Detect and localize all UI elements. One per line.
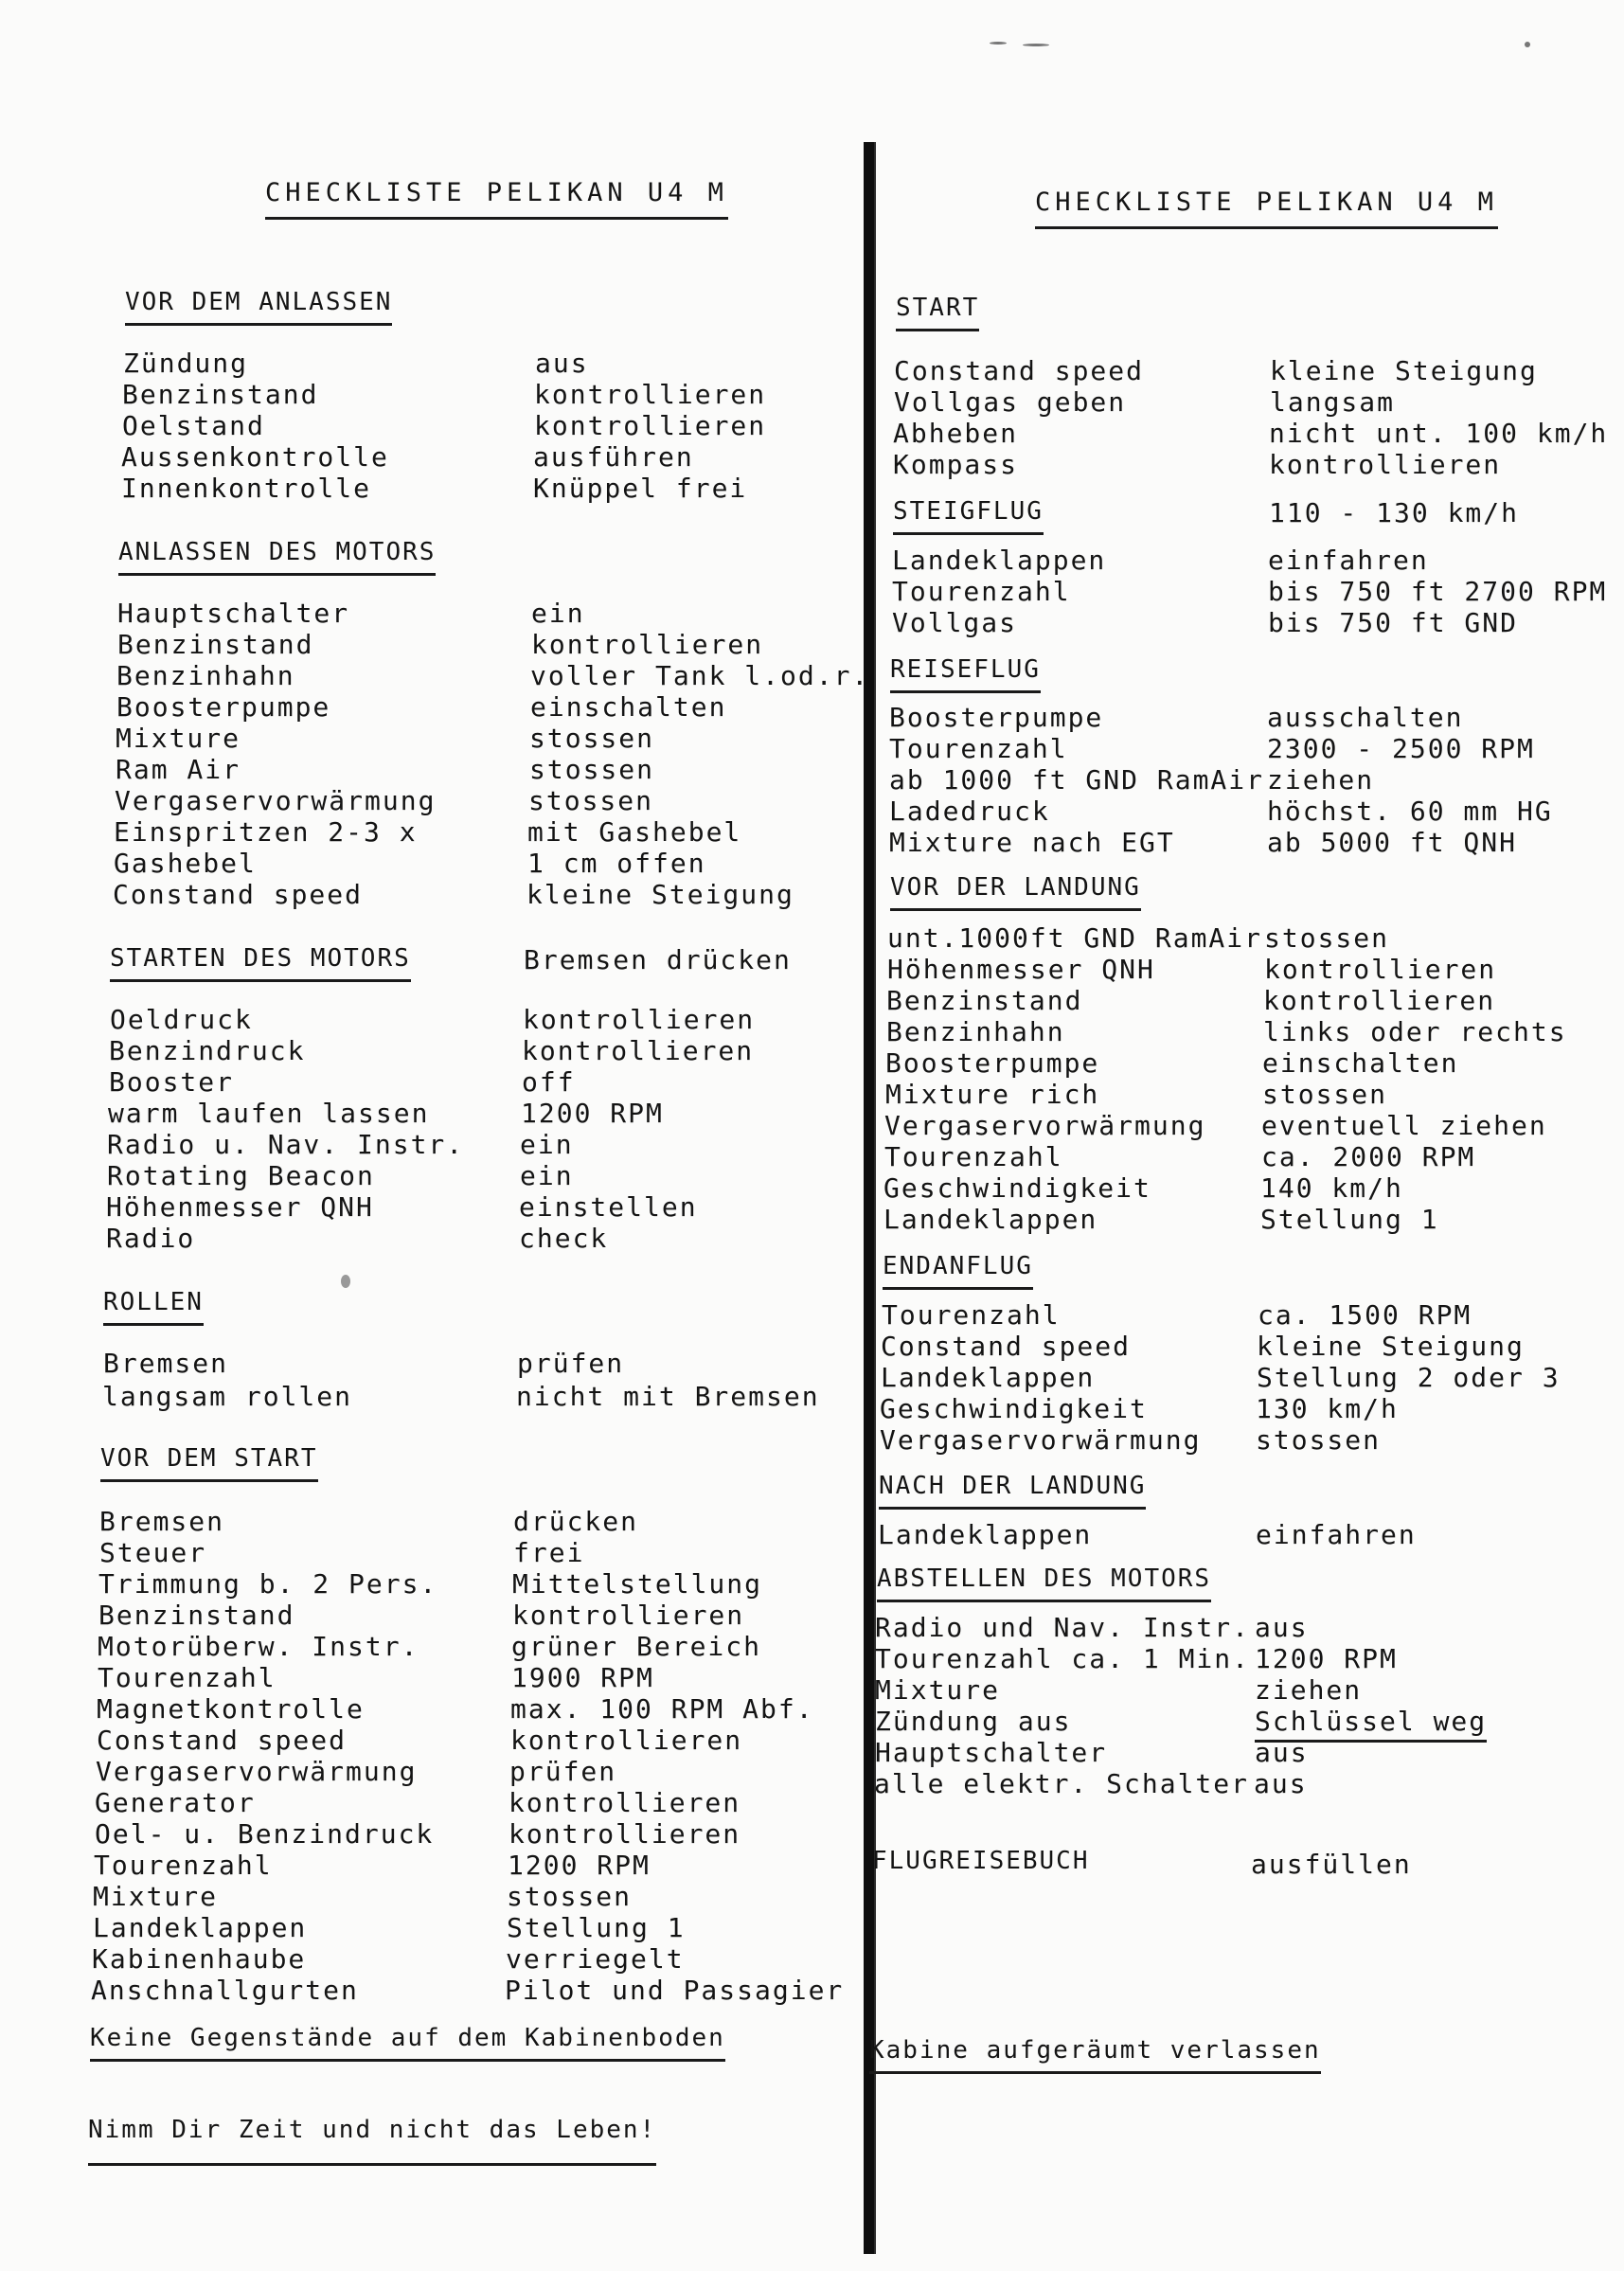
- section-heading: NACH DER LANDUNG: [879, 1472, 1146, 1510]
- item-value: 1200 RPM: [1255, 1643, 1398, 1674]
- item-label: Constand speed: [894, 355, 1145, 386]
- item-value: ziehen: [1255, 1674, 1363, 1706]
- item-value: einfahren: [1268, 545, 1429, 576]
- item-label: Vollgas geben: [894, 386, 1127, 418]
- item-label: Rotating Beacon: [107, 1160, 375, 1191]
- page-title: CHECKLISTE PELIKAN U4 M: [265, 178, 728, 220]
- item-label: Tourenzahl ca. 1 Min.: [875, 1643, 1251, 1674]
- item-label: Kabinenhaube: [92, 1943, 307, 1975]
- item-value: drücken: [513, 1506, 639, 1537]
- item-value: ein: [520, 1129, 574, 1160]
- item-label: Landeklappen: [878, 1519, 1093, 1550]
- item-value: stossen: [507, 1881, 633, 1912]
- item-value: stossen: [1264, 922, 1390, 954]
- item-label: Tourenzahl: [884, 1141, 1063, 1172]
- item-label: langsam rollen: [102, 1381, 353, 1412]
- item-value: prüfen: [517, 1348, 625, 1379]
- footer-note: Keine Gegenstände auf dem Kabinenboden: [90, 2024, 725, 2062]
- item-value: ein: [520, 1160, 574, 1191]
- flugreisebuch-value: ausfüllen: [1251, 1849, 1412, 1880]
- item-value: kontrollieren: [534, 410, 767, 441]
- item-label: Einspritzen 2-3 x: [114, 816, 418, 848]
- item-value: grüner Bereich: [511, 1631, 762, 1662]
- item-value: off: [522, 1066, 576, 1098]
- item-value: kontrollieren: [531, 629, 764, 660]
- paper-speck: [1023, 44, 1049, 46]
- item-label: Generator: [95, 1787, 256, 1818]
- section-heading: ABSTELLEN DES MOTORS: [877, 1565, 1211, 1602]
- item-label: warm laufen lassen: [108, 1098, 430, 1129]
- item-label: Mixture: [93, 1881, 219, 1912]
- item-value: stossen: [529, 754, 655, 785]
- item-value: kontrollieren: [512, 1600, 745, 1631]
- section-heading: VOR DEM ANLASSEN: [125, 288, 392, 326]
- item-label: Magnetkontrolle: [97, 1693, 365, 1725]
- item-label: Benzinstand: [122, 379, 319, 410]
- flugreisebuch-label: FLUGREISEBUCH: [872, 1847, 1090, 1875]
- paper-speck: [1525, 42, 1530, 47]
- item-value: eventuell ziehen: [1261, 1110, 1547, 1141]
- item-label: Hauptschalter: [875, 1737, 1108, 1768]
- item-value: kontrollieren: [522, 1035, 755, 1066]
- item-value: einfahren: [1256, 1519, 1417, 1550]
- item-value: verriegelt: [506, 1943, 685, 1975]
- item-label: Mixture rich: [885, 1079, 1100, 1110]
- item-value: ausführen: [533, 441, 694, 473]
- item-label: Benzinstand: [98, 1600, 295, 1631]
- item-label: Benzinhahn: [116, 660, 295, 691]
- item-value: nicht unt. 100 km/h: [1269, 418, 1609, 449]
- item-value: ca. 1500 RPM: [1258, 1299, 1472, 1331]
- item-label: Tourenzahl: [889, 733, 1068, 764]
- item-value: stossen: [529, 723, 655, 754]
- item-label: Steuer: [99, 1537, 207, 1568]
- item-value: bis 750 ft 2700 RPM: [1268, 576, 1608, 607]
- item-value: 2300 - 2500 RPM: [1267, 733, 1535, 764]
- item-label: Boosterpumpe: [885, 1047, 1100, 1079]
- item-label: Tourenzahl: [98, 1662, 277, 1693]
- item-label: Mixture nach EGT: [889, 827, 1175, 858]
- item-label: Aussenkontrolle: [121, 441, 389, 473]
- footer-note: Kabine aufgeräumt verlassen: [869, 2036, 1321, 2074]
- item-value: check: [519, 1223, 609, 1254]
- item-label: Radio: [106, 1223, 196, 1254]
- item-label: Ladedruck: [889, 796, 1050, 827]
- item-label: Geschwindigkeit: [880, 1393, 1148, 1424]
- item-value: kontrollieren: [523, 1004, 756, 1035]
- item-label: Vollgas: [892, 607, 1018, 638]
- item-label: Benzindruck: [109, 1035, 306, 1066]
- section-heading: STARTEN DES MOTORS: [110, 944, 411, 982]
- item-label: Boosterpumpe: [889, 702, 1104, 733]
- footer-slogan: Nimm Dir Zeit und nicht das Leben!: [88, 2116, 656, 2166]
- item-value: Knüppel frei: [533, 473, 748, 504]
- item-value: ca. 2000 RPM: [1261, 1141, 1476, 1172]
- item-label: Vergaservorwärmung: [96, 1756, 418, 1787]
- item-label: Anschnallgurten: [91, 1975, 359, 2006]
- item-value: Stellung 1: [507, 1912, 686, 1943]
- item-label: Oel- u. Benzindruck: [95, 1818, 435, 1850]
- item-value: einschalten: [530, 691, 727, 723]
- item-value: aus: [1254, 1768, 1308, 1799]
- item-label: Constand speed: [881, 1331, 1132, 1362]
- item-value: 130 km/h: [1256, 1393, 1399, 1424]
- section-heading: VOR DEM START: [100, 1444, 318, 1482]
- item-value: kontrollieren: [1269, 449, 1502, 480]
- item-label: Zündung: [123, 348, 249, 379]
- item-value: aus: [1255, 1612, 1309, 1643]
- item-label: unt.1000ft GND RamAir: [887, 922, 1263, 954]
- item-value: Pilot und Passagier: [505, 1975, 845, 2006]
- item-label: Höhenmesser QNH: [887, 954, 1155, 985]
- item-value: ziehen: [1267, 764, 1375, 796]
- item-label: Kompass: [893, 449, 1019, 480]
- item-label: Landeklappen: [892, 545, 1107, 576]
- item-label: Booster: [109, 1066, 235, 1098]
- item-value: aus: [535, 348, 589, 379]
- item-label: Trimmung b. 2 Pers.: [98, 1568, 438, 1600]
- item-label: Motorüberw. Instr.: [98, 1631, 419, 1662]
- item-label: Benzinhahn: [886, 1016, 1065, 1047]
- section-heading: STEIGFLUG: [893, 497, 1044, 535]
- section-heading: START: [896, 294, 979, 331]
- section-heading: ANLASSEN DES MOTORS: [118, 538, 436, 576]
- paper-speck: [341, 1275, 350, 1288]
- item-value: 1200 RPM: [521, 1098, 664, 1129]
- item-label: Boosterpumpe: [116, 691, 331, 723]
- section-heading: REISEFLUG: [890, 655, 1041, 693]
- item-label: Zündung aus: [875, 1706, 1072, 1737]
- item-label: Tourenzahl: [94, 1850, 273, 1881]
- item-label: Ram Air: [116, 754, 241, 785]
- item-label: Benzinstand: [117, 629, 314, 660]
- item-label: Oeldruck: [110, 1004, 253, 1035]
- item-label: Mixture: [116, 723, 241, 754]
- item-value: max. 100 RPM Abf.: [510, 1693, 814, 1725]
- item-value: Stellung 1: [1260, 1204, 1439, 1235]
- item-value: stossen: [1256, 1424, 1382, 1456]
- item-value: 1 cm offen: [527, 848, 706, 879]
- item-label: Geschwindigkeit: [883, 1172, 1151, 1204]
- item-value: bis 750 ft GND: [1268, 607, 1519, 638]
- paper-speck: [990, 42, 1007, 45]
- column-divider: [864, 142, 874, 2254]
- item-value: links oder rechts: [1263, 1016, 1567, 1047]
- item-value: 1200 RPM: [508, 1850, 651, 1881]
- section-note: Bremsen drücken: [524, 944, 792, 975]
- item-label: Oelstand: [122, 410, 265, 441]
- item-label: ab 1000 ft GND RamAir: [889, 764, 1265, 796]
- page-title: CHECKLISTE PELIKAN U4 M: [1035, 188, 1498, 229]
- item-label: Constand speed: [113, 879, 364, 910]
- item-label: Tourenzahl: [882, 1299, 1061, 1331]
- item-label: Vergaservorwärmung: [115, 785, 437, 816]
- item-label: Mixture: [875, 1674, 1001, 1706]
- item-label: Benzinstand: [886, 985, 1083, 1016]
- item-value: kontrollieren: [534, 379, 767, 410]
- item-value: einschalten: [1262, 1047, 1459, 1079]
- item-label: Vergaservorwärmung: [880, 1424, 1202, 1456]
- item-value: kontrollieren: [1263, 985, 1496, 1016]
- item-value: Mittelstellung: [512, 1568, 763, 1600]
- item-value: frei: [513, 1537, 585, 1568]
- item-label: alle elektr. Schalter: [874, 1768, 1250, 1799]
- item-value: kleine Steigung: [1257, 1331, 1525, 1362]
- section-note: 110 - 130 km/h: [1269, 497, 1520, 528]
- item-value: prüfen: [509, 1756, 617, 1787]
- item-label: Vergaservorwärmung: [884, 1110, 1206, 1141]
- item-label: Constand speed: [97, 1725, 348, 1756]
- item-value: ausschalten: [1267, 702, 1464, 733]
- item-value: kleine Steigung: [1270, 355, 1538, 386]
- item-value: kontrollieren: [509, 1787, 741, 1818]
- item-value: einstellen: [519, 1191, 698, 1223]
- item-value: ein: [531, 598, 585, 629]
- item-label: Tourenzahl: [892, 576, 1071, 607]
- item-label: Landeklappen: [883, 1204, 1098, 1235]
- item-value: 140 km/h: [1260, 1172, 1403, 1204]
- item-label: Bremsen: [103, 1348, 229, 1379]
- item-value: kleine Steigung: [526, 879, 794, 910]
- item-value: kontrollieren: [509, 1818, 741, 1850]
- item-label: Gashebel: [114, 848, 257, 879]
- item-value: stossen: [528, 785, 654, 816]
- item-label: Hauptschalter: [117, 598, 350, 629]
- item-value: nicht mit Bremsen: [516, 1381, 820, 1412]
- item-label: Abheben: [893, 418, 1019, 449]
- section-heading: ENDANFLUG: [883, 1252, 1033, 1290]
- section-heading: ROLLEN: [103, 1288, 204, 1326]
- item-label: Bremsen: [99, 1506, 225, 1537]
- item-value: kontrollieren: [1264, 954, 1497, 985]
- item-value: stossen: [1262, 1079, 1388, 1110]
- item-value: Stellung 2 oder 3: [1257, 1362, 1561, 1393]
- section-heading: VOR DER LANDUNG: [890, 873, 1141, 911]
- item-label: Radio u. Nav. Instr.: [107, 1129, 465, 1160]
- item-label: Innenkontrolle: [121, 473, 372, 504]
- item-value: kontrollieren: [510, 1725, 743, 1756]
- item-value: aus: [1255, 1737, 1309, 1768]
- item-value: langsam: [1270, 386, 1396, 418]
- item-value: voller Tank l.od.r.: [530, 660, 870, 691]
- item-label: Landeklappen: [93, 1912, 308, 1943]
- item-value: höchst. 60 mm HG: [1267, 796, 1553, 827]
- item-value: mit Gashebel: [527, 816, 742, 848]
- item-value: 1900 RPM: [511, 1662, 654, 1693]
- item-label: Radio und Nav. Instr.: [875, 1612, 1251, 1643]
- item-label: Landeklappen: [881, 1362, 1096, 1393]
- item-value: ab 5000 ft QNH: [1267, 827, 1518, 858]
- item-label: Höhenmesser QNH: [106, 1191, 374, 1223]
- item-value: Schlüssel weg: [1255, 1706, 1487, 1743]
